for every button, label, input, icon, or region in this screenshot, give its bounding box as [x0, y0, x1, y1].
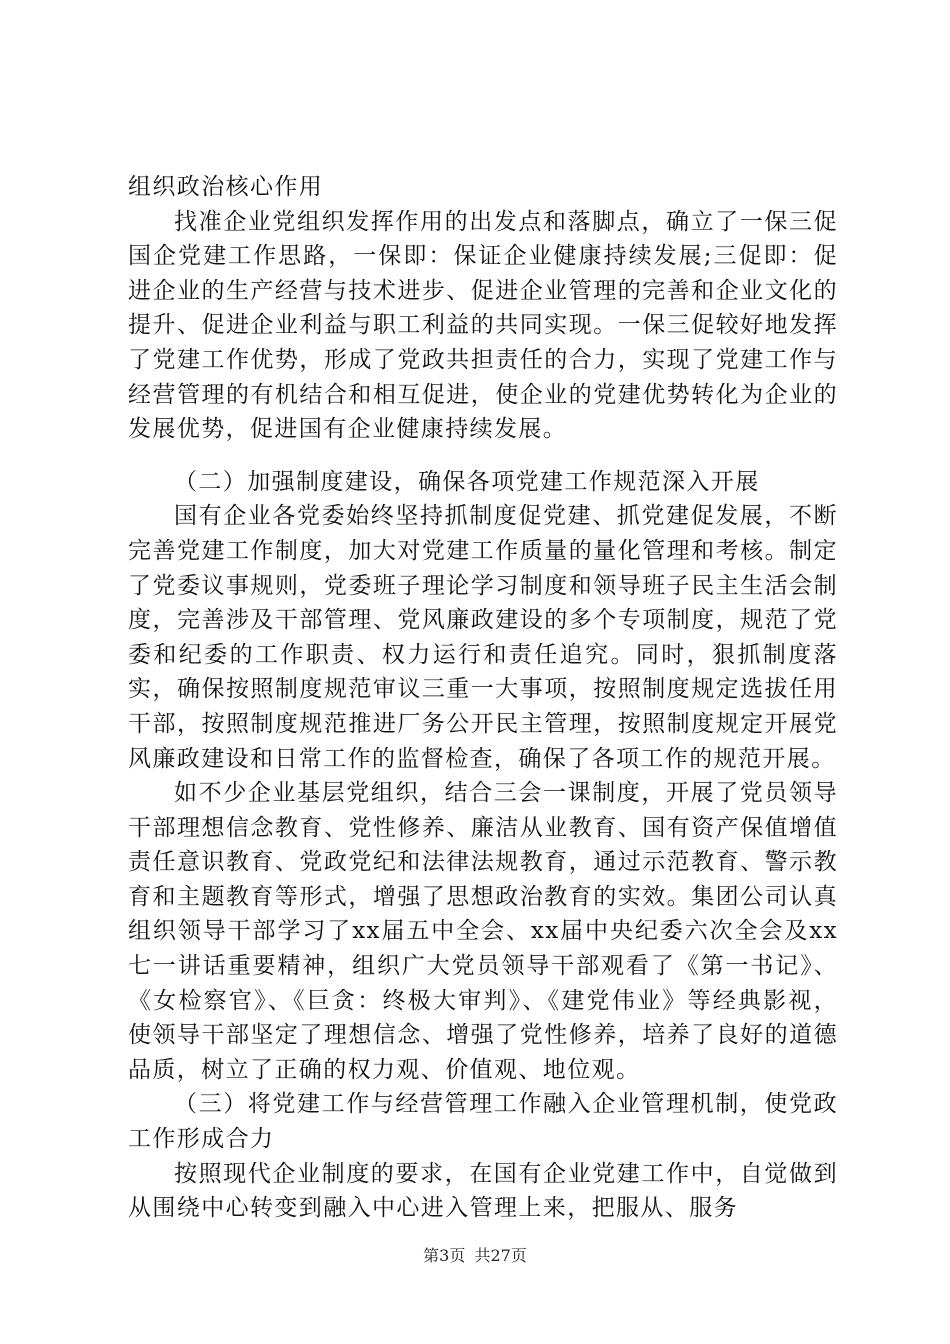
section-heading-3: （三）将党建工作与经营管理工作融入企业管理机制，使党政工作形成合力 — [128, 1091, 838, 1153]
page-total: 共27页 — [474, 1246, 527, 1265]
page-footer — [0, 1243, 950, 1266]
page-number: 第3页 — [423, 1246, 466, 1265]
paragraph-continuation: 组织政治核心作用 — [128, 174, 324, 200]
paragraph-one-guarantee-three-promotions: 找准企业党组织发挥作用的出发点和落脚点，确立了一保三促国企党建工作思路，一保即：保证企业健康持续发展;三促即：促进企业的生产经营与技术进步、促进企业管理的完善和企业文化的提升、促进企业利益与职工利益的共同实现。一保三促较好地发挥了党建工作优势，形成了党政共担责任的合力，实现了党建工作与经营管理的有机结合和相互促进，使企业的党建优势转化为企业的发展优势，促进国有企业健康持续发展。 — [128, 208, 838, 443]
paragraph-gap — [128, 447, 838, 465]
paragraph-education: 如不少企业基层党组织，结合三会一课制度，开展了党员领导干部理想信念教育、党性修养、廉洁从业教育、国有资产保值增值责任意识教育、党政党纪和法律法规教育，通过示范教育、警示教育和主题教育等形式，增强了思想政治教育的实效。集团公司认真组织领导干部学习了xx届五中全会、xx届中央纪委六次全会及xx七一讲话重要精神，组织广大党员领导干部观看了《第一书记》、《女检察官》、《巨贪：终极大审判》、《建党伟业》等经典影视，使领导干部坚定了理想信念、增强了党性修养，培养了良好的道德品质，树立了正确的权力观、价值观、地位观。 — [128, 780, 838, 1083]
paragraph-modern-enterprise: 按照现代企业制度的要求，在国有企业党建工作中，自觉做到从围绕中心转变到融入中心进入管理上来，把服从、服务 — [128, 1160, 838, 1222]
document-body — [128, 170, 838, 1226]
section-heading-2: （二）加强制度建设，确保各项党建工作规范深入开展 — [174, 468, 760, 495]
paragraph-system-building: 国有企业各党委始终坚持抓制度促党建、抓党建促发展，不断完善党建工作制度，加大对党建工作质量的量化管理和考核。制定了党委议事规则，党委班子理论学习制度和领导班子民主生活会制度，完善涉及干部管理、党风廉政建设的多个专项制度，规范了党委和纪委的工作职责、权力运行和责任追究。同时，狠抓制度落实，确保按照制度规范审议三重一大事项，按照制度规定选拔任用干部，按照制度规范推进厂务公开民主管理，按照制度规定开展党风廉政建设和日常工作的监督检查，确保了各项工作的规范开展。 — [128, 503, 838, 772]
